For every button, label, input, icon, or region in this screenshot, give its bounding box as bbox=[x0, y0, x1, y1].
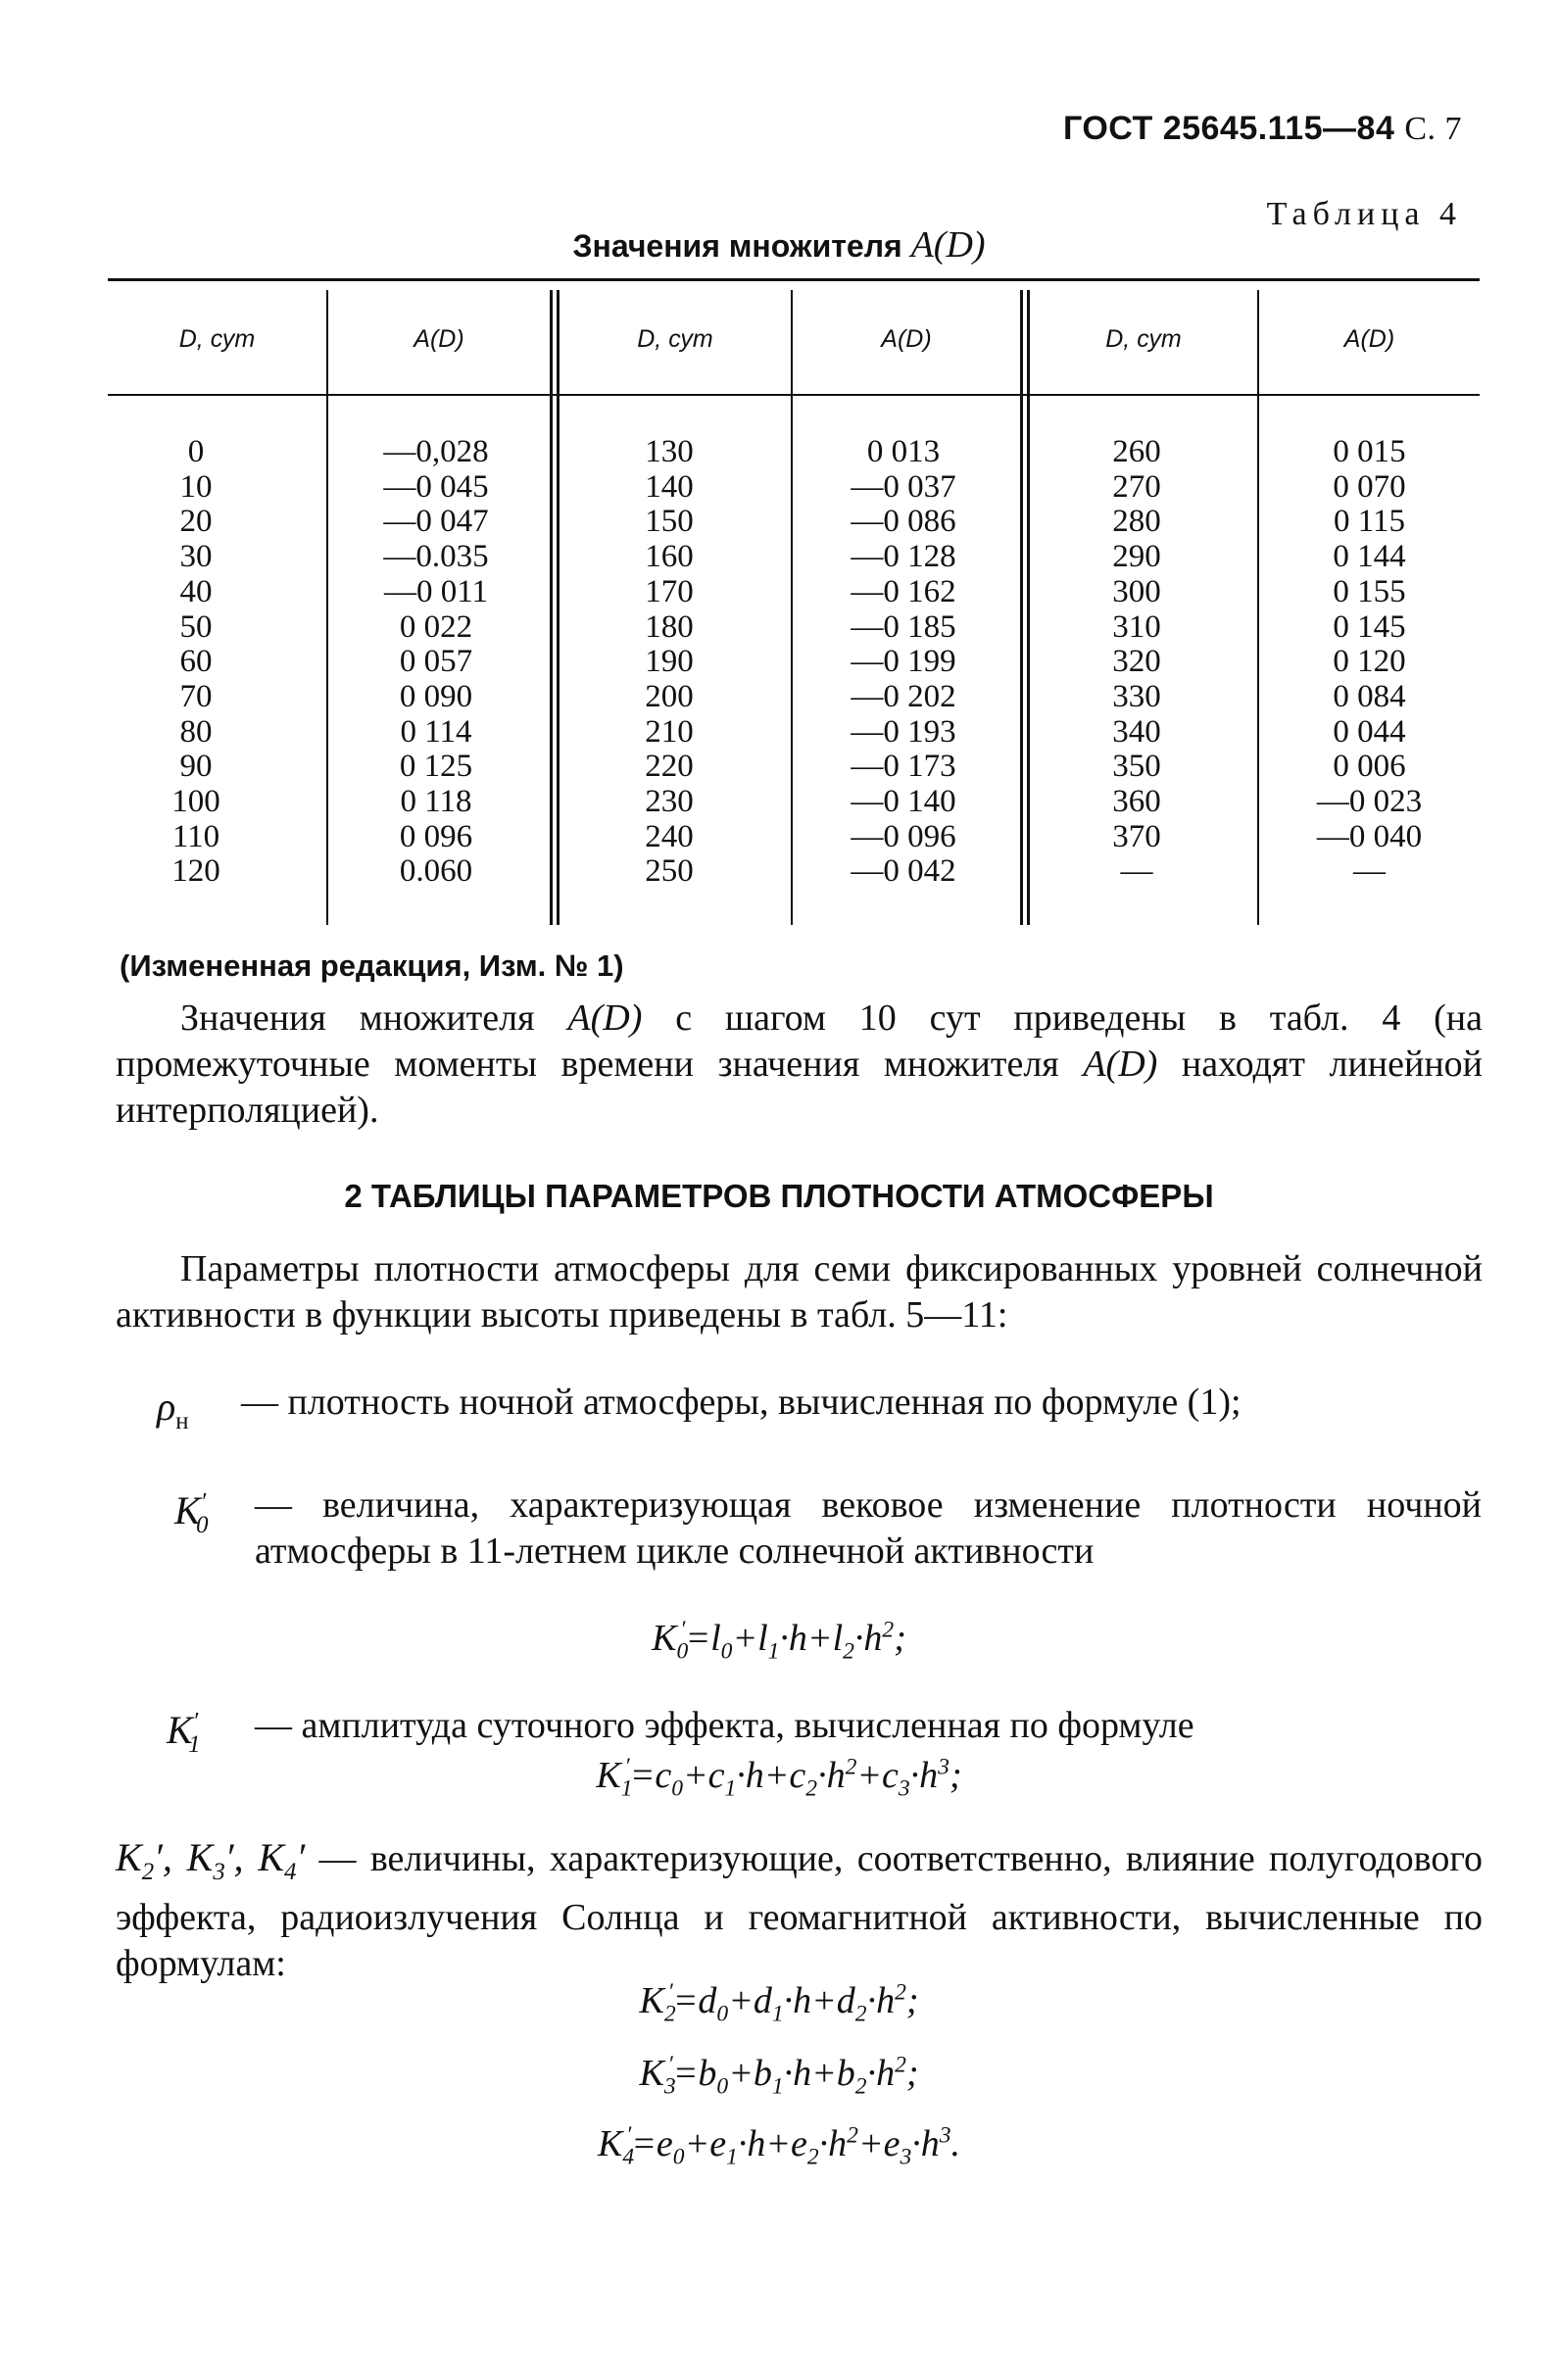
k234-symbols: $K_2'$, $K_3'$, $K_4'$ bbox=[116, 1835, 306, 1885]
cell-day: 200 bbox=[645, 678, 694, 714]
col-header-value: A(D) bbox=[414, 325, 464, 353]
cell-value: 0 125 bbox=[399, 749, 473, 785]
k1-symbol: $K'_1$ bbox=[167, 1708, 201, 1758]
cell-value: —0 199 bbox=[851, 644, 956, 680]
table-top-rule bbox=[108, 278, 1480, 281]
k4-formula: $K_4'=e_0+e_1\cdot h+e_2\cdot h^2+e_3\cdot h^3$. bbox=[597, 2122, 961, 2170]
cell-day: 310 bbox=[1112, 608, 1161, 645]
cell-day: — bbox=[1120, 853, 1153, 890]
cell-day: 290 bbox=[1112, 539, 1161, 575]
cell-day: 330 bbox=[1112, 678, 1161, 714]
col-header-day: D, сут bbox=[1105, 325, 1182, 353]
cell-day: 20 bbox=[179, 504, 213, 540]
page-header bbox=[1063, 110, 1462, 148]
cell-value: —0 140 bbox=[851, 784, 956, 820]
k3-formula: $K_3'=b_0+b_1\cdot h+b_2\cdot h^2$; bbox=[639, 2052, 919, 2100]
cell-value: 0 145 bbox=[1333, 608, 1406, 645]
cell-day: 0 bbox=[187, 434, 205, 469]
math-a-d: A(D) bbox=[567, 997, 643, 1039]
k0-formula: $K_0'=l_0+l_1\cdot h+l_2\cdot h^2$; bbox=[652, 1617, 906, 1665]
k234-definition: $K_2'$, $K_3'$, $K_4'$ — величины, характеризующие, соответственно, влияние полугодового эффекта, радиоизлучения Солнца и геомагнитной активности, вычисленные по формулам: bbox=[116, 1835, 1484, 1984]
cell-value: 0 155 bbox=[1333, 573, 1406, 609]
page-number: С. 7 bbox=[1404, 111, 1462, 147]
cell-value: —0 042 bbox=[851, 853, 956, 890]
cell-value: —0 193 bbox=[851, 713, 956, 750]
paragraph-interpolation: Значения множителя A(D) с шагом 10 сут приведены в табл. 4 (на промежуточные моменты времени значения множителя A(D) находят линейной интерполяцией). bbox=[116, 997, 1484, 1131]
cell-day: 300 bbox=[1112, 573, 1161, 609]
cell-day: 260 bbox=[1112, 434, 1161, 469]
cell-value: —0.035 bbox=[383, 539, 489, 575]
rho-definition: — плотность ночной атмосферы, вычисленная по формуле (1); bbox=[241, 1382, 1242, 1423]
standard-number: ГОСТ 25645.115—84 bbox=[1063, 110, 1395, 147]
k1-definition: — амплитуда суточного эффекта, вычисленная по формуле bbox=[255, 1705, 1194, 1746]
col-header-day: D, сут bbox=[637, 325, 713, 353]
cell-day: 40 bbox=[179, 573, 213, 609]
cell-day: 190 bbox=[645, 644, 694, 680]
cell-day: 240 bbox=[645, 818, 694, 854]
col-header-value: A(D) bbox=[881, 325, 932, 353]
cell-day: 180 bbox=[645, 608, 694, 645]
cell-value: 0 120 bbox=[1333, 644, 1406, 680]
cell-day: 60 bbox=[179, 644, 213, 680]
day-column bbox=[108, 435, 284, 890]
table-header-rule bbox=[108, 394, 1480, 396]
cell-day: 230 bbox=[645, 784, 694, 820]
col-header-day: D, сут bbox=[178, 325, 256, 353]
paragraph-intro: Параметры плотности атмосферы для семи фиксированных уровней солнечной активности в функции высоты приведены в табл. 5—11: bbox=[116, 1248, 1483, 1336]
cell-day: 210 bbox=[645, 713, 694, 750]
cell-day: 370 bbox=[1112, 818, 1161, 854]
cell-value: —0 202 bbox=[851, 678, 956, 714]
cell-value: —0 045 bbox=[383, 468, 489, 505]
day-column bbox=[1030, 435, 1243, 890]
k0-definition: — величина, характеризующая вековое изменение плотности ночной атмосферы в 11-летнем цикле солнечной активности bbox=[255, 1484, 1482, 1572]
cell-value: 0.060 bbox=[399, 853, 473, 890]
cell-value: 0 044 bbox=[1333, 713, 1406, 750]
k0-symbol: $K'_0$ bbox=[174, 1488, 209, 1538]
k1-formula: $K_1'=c_0+c_1\cdot h+c_2\cdot h^2+c_3\cdot h^3$; bbox=[596, 1754, 962, 1802]
cell-day: 360 bbox=[1112, 784, 1161, 820]
cell-day: 130 bbox=[645, 434, 694, 469]
cell-value: 0 084 bbox=[1333, 678, 1406, 714]
cell-value: —0 086 bbox=[851, 504, 956, 540]
cell-day: 350 bbox=[1112, 749, 1161, 785]
cell-day: 220 bbox=[645, 749, 694, 785]
cell-value: —0 173 bbox=[851, 749, 956, 785]
cell-day: 70 bbox=[179, 678, 213, 714]
cell-value: 0 006 bbox=[1333, 749, 1406, 785]
cell-value: 0 114 bbox=[400, 713, 472, 750]
k2-formula: $K_2'=d_0+d_1\cdot h+d_2\cdot h^2$; bbox=[639, 1979, 919, 2027]
cell-value: —0 185 bbox=[851, 608, 956, 645]
cell-value: 0 144 bbox=[1333, 539, 1406, 575]
data-table bbox=[108, 278, 1480, 925]
cell-value: 0 015 bbox=[1333, 434, 1406, 469]
rho-symbol: $\rho_н$ bbox=[157, 1384, 189, 1434]
table-caption bbox=[0, 223, 1558, 267]
cell-value: 0 096 bbox=[399, 818, 473, 854]
cell-day: 250 bbox=[645, 853, 694, 890]
table-group-divider bbox=[1020, 290, 1023, 925]
cell-value: —0 023 bbox=[1316, 784, 1423, 820]
section-title: 2 ТАБЛИЦЫ ПАРАМЕТРОВ ПЛОТНОСТИ АТМОСФЕРЫ bbox=[344, 1178, 1214, 1214]
cell-day: 340 bbox=[1112, 713, 1161, 750]
cell-day: 160 bbox=[645, 539, 694, 575]
table-caption-math: A(D) bbox=[910, 224, 986, 266]
cell-day: 150 bbox=[645, 504, 694, 540]
math-a-d: A(D) bbox=[1083, 1044, 1158, 1085]
cell-value: —0 037 bbox=[851, 468, 956, 505]
cell-day: 120 bbox=[171, 853, 220, 890]
cell-day: 110 bbox=[171, 818, 220, 854]
cell-day: 280 bbox=[1112, 504, 1161, 540]
value-column bbox=[793, 435, 1014, 890]
value-column bbox=[328, 435, 544, 890]
cell-day: 90 bbox=[179, 749, 213, 785]
cell-value: 0 118 bbox=[400, 784, 472, 820]
cell-value: 0 070 bbox=[1333, 468, 1406, 505]
cell-day: 140 bbox=[645, 468, 694, 505]
cell-value: —0 047 bbox=[383, 504, 489, 540]
table-group-divider bbox=[550, 290, 553, 925]
cell-day: 170 bbox=[645, 573, 694, 609]
cell-value: —0 162 bbox=[851, 573, 956, 609]
cell-value: —0,028 bbox=[383, 434, 489, 469]
day-column bbox=[560, 435, 779, 890]
cell-day: 30 bbox=[179, 539, 213, 575]
amendment-note: (Измененная редакция, Изм. № 1) bbox=[120, 948, 624, 983]
cell-value: —0 011 bbox=[383, 573, 489, 609]
cell-day: 10 bbox=[179, 468, 213, 505]
cell-day: 270 bbox=[1112, 468, 1161, 505]
cell-day: 50 bbox=[179, 608, 213, 645]
cell-value: —0 040 bbox=[1316, 818, 1423, 854]
cell-day: 320 bbox=[1112, 644, 1161, 680]
cell-value: — bbox=[1353, 853, 1386, 890]
table-label: Таблица 4 bbox=[1266, 196, 1462, 232]
cell-value: 0 057 bbox=[399, 644, 473, 680]
cell-value: —0 096 bbox=[851, 818, 956, 854]
cell-day: 100 bbox=[171, 784, 220, 820]
cell-value: 0 013 bbox=[866, 434, 941, 469]
cell-value: —0 128 bbox=[851, 539, 956, 575]
cell-value: 0 115 bbox=[1333, 504, 1406, 540]
col-header-value: A(D) bbox=[1343, 325, 1395, 353]
value-column bbox=[1259, 435, 1480, 890]
cell-day: 80 bbox=[179, 713, 213, 750]
cell-value: 0 090 bbox=[399, 678, 473, 714]
table-caption-text: Значения множителя bbox=[572, 228, 902, 264]
cell-value: 0 022 bbox=[399, 608, 473, 645]
